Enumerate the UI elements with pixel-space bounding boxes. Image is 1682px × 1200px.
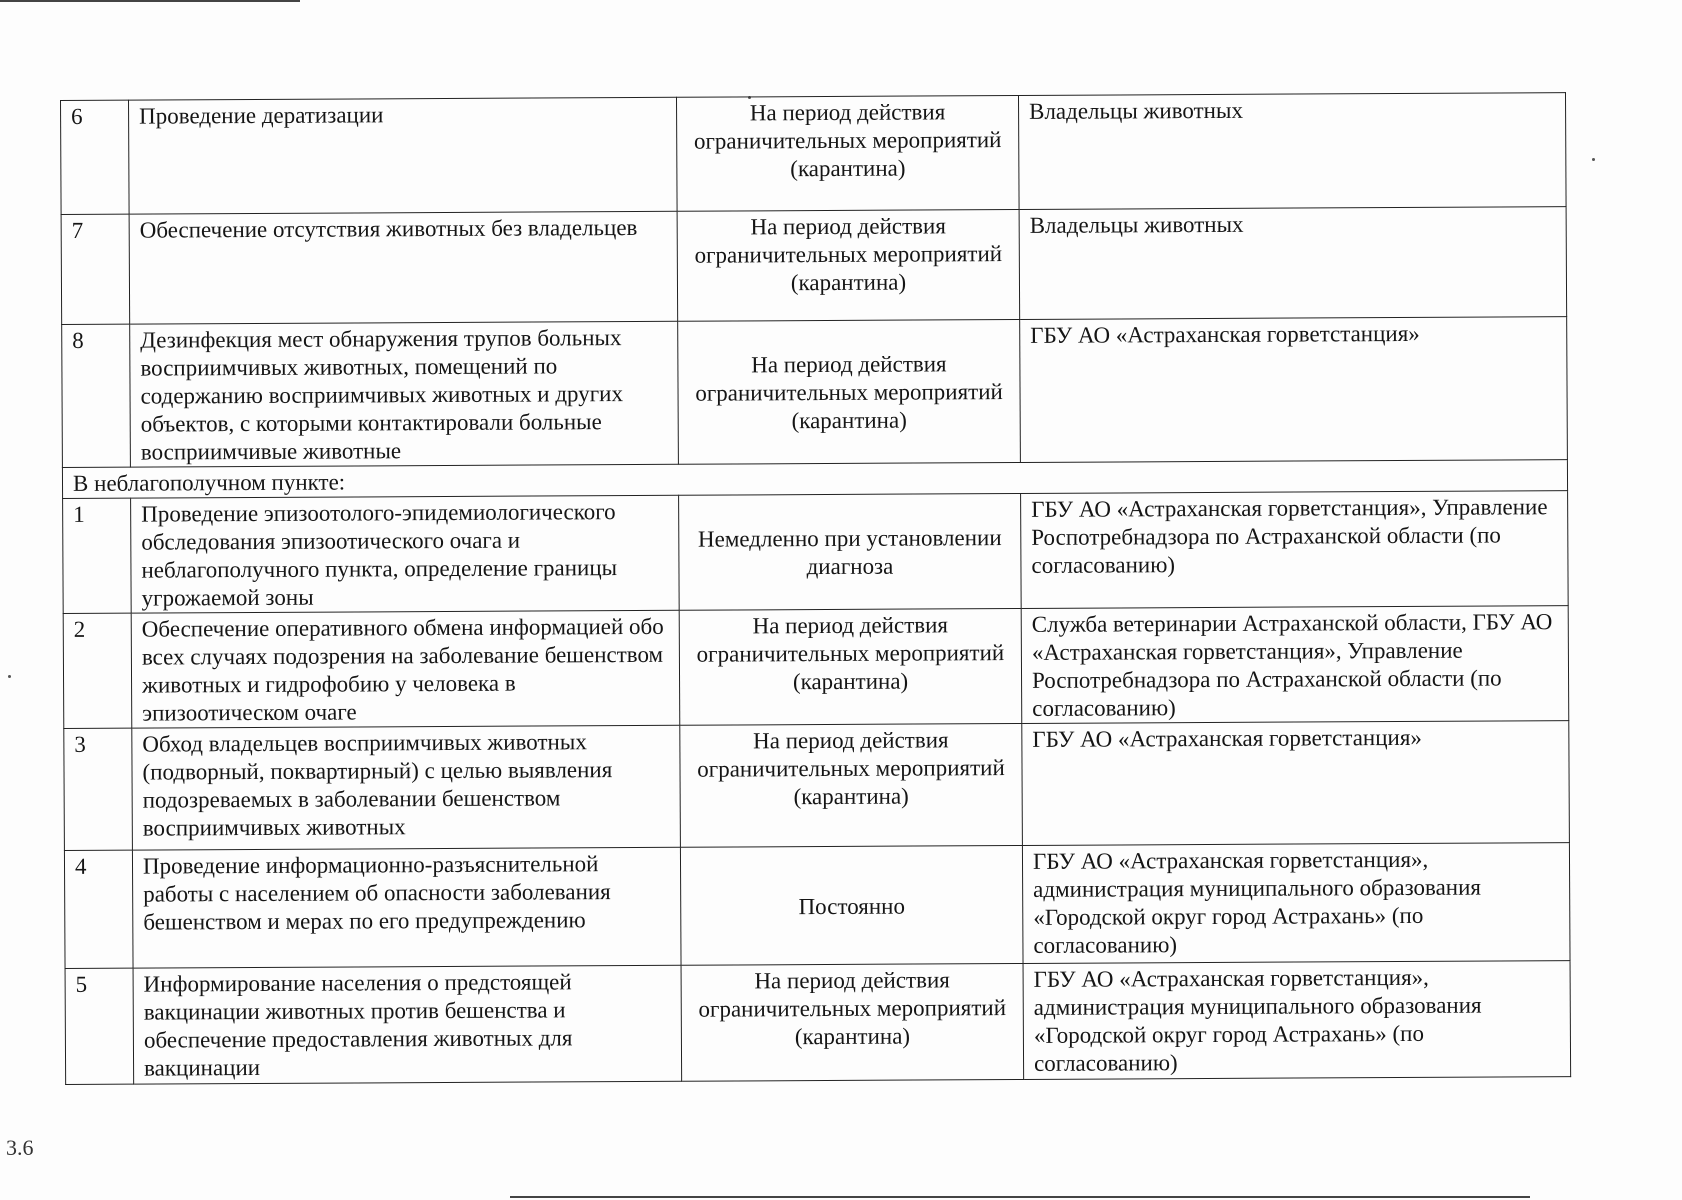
row-number: 7: [61, 214, 130, 324]
responsible-cell: ГБУ АО «Астраханская горветстанция»: [1020, 317, 1568, 463]
measures-table: [60, 92, 1571, 1085]
margin-mark: 3.6: [6, 1135, 34, 1160]
row-number: 1: [63, 498, 132, 613]
row-number: 6: [61, 100, 130, 214]
action-cell: Обеспечение оперативного обмена информацией обо всех случаях подозрения на заболевание бешенством животных и гидрофобию у человека в эпизоотическом очаге: [131, 610, 680, 728]
scan-edge-top: [0, 0, 300, 2]
responsible-cell: ГБУ АО «Астраханская горветстанция», администрация муниципального образования «Городской округ город Астрахань» (по согласованию): [1023, 961, 1571, 1080]
term-cell: Постоянно: [680, 845, 1023, 965]
action-cell: Дезинфекция мест обнаружения трупов больных восприимчивых животных, помещений по содержанию восприимчивых животных и других объектов, с которыми контактировали больные восприимчивые животные: [130, 321, 679, 467]
table-row: [64, 843, 1570, 969]
table-row: [62, 317, 1568, 468]
table-row: [65, 961, 1571, 1085]
responsible-cell: ГБУ АО «Астраханская горветстанция»: [1022, 721, 1570, 846]
action-cell: Проведение дератизации: [129, 97, 678, 214]
term-cell: На период действия ограничительных мероприятий (карантина): [680, 723, 1023, 847]
action-cell: Информирование населения о предстоящей вакцинации животных против бешенства и обеспечение предоставления животных для вакцинации: [133, 965, 682, 1084]
scan-edge-bottom: [510, 1196, 1530, 1198]
scan-speck: [8, 675, 11, 678]
table-row: [61, 93, 1567, 215]
term-cell: На период действия ограничительных мероприятий (карантина): [676, 95, 1019, 211]
section-heading: В неблагополучном пункте:: [62, 460, 1567, 499]
row-number: 2: [63, 613, 132, 728]
table-row: [63, 606, 1569, 729]
responsible-cell: ГБУ АО «Астраханская горветстанция», администрация муниципального образования «Городской округ город Астрахань» (по согласованию): [1022, 843, 1570, 964]
table-row: [64, 721, 1570, 851]
measures-table-wrapper: [60, 92, 1570, 1085]
action-cell: Обход владельцев восприимчивых животных (подворный, поквартирный) с целью выявления подозреваемых в заболевании бешенством восприимчивых животных: [132, 725, 681, 850]
row-number: 4: [64, 850, 133, 968]
table-row: [61, 207, 1567, 325]
term-cell: Немедленно при установлении диагноза: [679, 493, 1022, 610]
row-number: 8: [62, 324, 131, 467]
action-cell: Проведение эпизоотолого-эпидемиологического обследования эпизоотического очага и неблагополучного пункта, определение границы угрожаемой зоны: [131, 495, 680, 613]
action-cell: Проведение информационно-разъяснительной работы с населением об опасности заболевания бешенством и мерах по его предупреждению: [132, 847, 681, 968]
row-number: 3: [64, 728, 133, 850]
responsible-cell: ГБУ АО «Астраханская горветстанция», Управление Роспотребнадзора по Астраханской области (по согласованию): [1021, 491, 1569, 609]
term-cell: На период действия ограничительных мероприятий (карантина): [679, 608, 1022, 725]
term-cell: На период действия ограничительных мероприятий (карантина): [678, 319, 1021, 464]
action-cell: Обеспечение отсутствия животных без владельцев: [129, 211, 678, 324]
responsible-cell: Владельцы животных: [1019, 207, 1567, 320]
table-row: [63, 491, 1569, 614]
term-cell: На период действия ограничительных мероприятий (карантина): [681, 963, 1024, 1081]
term-cell: На период действия ограничительных мероприятий (карантина): [677, 209, 1020, 321]
responsible-cell: Служба ветеринарии Астраханской области, ГБУ АО «Астраханская горветстанция», Управление Роспотребнадзора по Астраханской области (по согласованию): [1021, 606, 1569, 724]
scan-speck: [1592, 158, 1595, 161]
responsible-cell: Владельцы животных: [1018, 93, 1566, 210]
row-number: 5: [65, 968, 134, 1084]
